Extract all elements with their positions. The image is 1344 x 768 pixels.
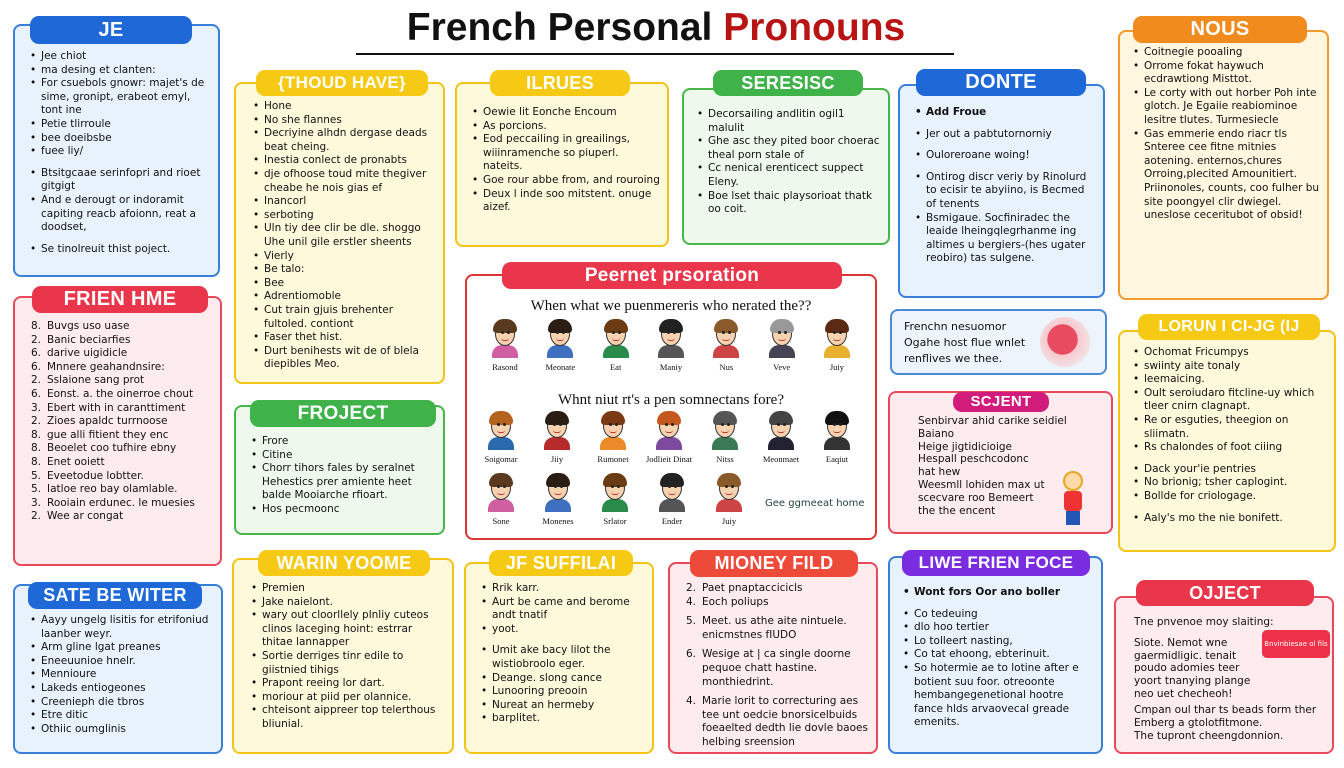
list-item: • Sortie derriges tinr edile to giistnied tihigs bbox=[248, 650, 446, 677]
list-item: • Inancorl bbox=[250, 195, 437, 209]
list-item: • Creenieph die tbros bbox=[27, 696, 215, 710]
tag-frienhme: FRIEN HME bbox=[32, 286, 208, 313]
scjent-text bbox=[918, 415, 1067, 517]
avatar-label: Veve bbox=[773, 362, 791, 372]
list-item: 4. Eoch poliups bbox=[686, 596, 870, 610]
avatar-label: Juiy bbox=[721, 516, 737, 526]
text-line: Weesmll lohiden max ut bbox=[918, 478, 1045, 491]
face-row-3 bbox=[475, 472, 755, 526]
avatar-label: Monenes bbox=[542, 516, 574, 526]
card-ojject bbox=[1114, 596, 1334, 754]
list-item: • bee doeibsbe bbox=[27, 132, 212, 146]
list-item: • Nureat an hermeby bbox=[478, 699, 646, 713]
tag-lorun: LORUN I CI-JG (IJ bbox=[1138, 314, 1320, 340]
list-item: • And e derougt or indoramit capiting reacb afoionn, reat a doodset, bbox=[27, 194, 212, 235]
list-item: • Etre ditic bbox=[27, 709, 215, 723]
list-item: • Coitnegie pooaling bbox=[1130, 46, 1321, 60]
tag-nous: NOUS bbox=[1133, 16, 1307, 43]
list-item: • Ghe asc they pited boor choerac theal porn stale of bbox=[694, 135, 882, 162]
list-item: • Adrentiomoble bbox=[250, 290, 437, 304]
avatar-label: Jiiy bbox=[550, 454, 564, 464]
list-item: • Citine bbox=[248, 449, 437, 463]
text-line: Tne pnvenoe moy slaiting: bbox=[1134, 616, 1274, 628]
list-item: • Jer out a pabtutornorniy bbox=[912, 128, 1097, 142]
list-item: • Goe rour abbe from, and rouroing bbox=[469, 174, 661, 188]
card-seresisc bbox=[682, 88, 890, 245]
je-list bbox=[27, 50, 212, 256]
person-avatar bbox=[643, 410, 695, 464]
person-avatar bbox=[699, 410, 751, 464]
list-item: • Vierly bbox=[250, 250, 437, 264]
text-line: the the encent bbox=[918, 504, 996, 517]
text-line: Siote. Nemot wne gaermidligic. tenait poudo adomies teer yoort tnanying plange neo uet checheoh! bbox=[1134, 636, 1251, 700]
card-warin bbox=[232, 558, 454, 754]
list-item: • Re or esguties, theegion on sliimatn. bbox=[1130, 414, 1330, 441]
lorun-list bbox=[1130, 346, 1330, 525]
list-item: • Arm gline lgat preanes bbox=[27, 641, 215, 655]
avatar-label: Sone bbox=[492, 516, 510, 526]
card-liwe bbox=[888, 556, 1103, 754]
person-avatar bbox=[646, 472, 698, 526]
list-item: 8. gue alli fitient they enc bbox=[31, 429, 214, 443]
tag-je: JE bbox=[30, 16, 192, 44]
person-avatar bbox=[589, 472, 641, 526]
tag-froject: FROJECT bbox=[250, 400, 436, 427]
person-avatar bbox=[645, 318, 697, 372]
list-item: • Petie tlirroule bbox=[27, 118, 212, 132]
card-suffila bbox=[464, 562, 654, 754]
list-item: • Le corty with out horber Poh inte glotch. Je Egaiie reabiominoe lesitre tlutes. Turmesiecle bbox=[1130, 87, 1321, 128]
text-line: Hespall peschcodonc bbox=[918, 453, 1029, 466]
list-item: • Decriyine alhdn dergase deads beat cheing. bbox=[250, 127, 437, 154]
list-item: • Mennioure bbox=[27, 668, 215, 682]
watermelon-image bbox=[1040, 317, 1090, 367]
list-item: • Btsitgcaae serinfopri and rioet gitgigt bbox=[27, 167, 212, 194]
list-item: • Orrome fokat haywuch ecdrawtiong Misttot. bbox=[1130, 60, 1321, 87]
avatar-label: Meonate bbox=[545, 362, 576, 372]
tag-ojject: OJJECT bbox=[1136, 580, 1314, 606]
title-underline bbox=[356, 53, 954, 55]
person-avatar bbox=[475, 410, 527, 464]
avatar-label: Juiy bbox=[829, 362, 845, 372]
list-item: • Bee bbox=[250, 277, 437, 291]
list-item: • For csuebols gnowr: majet's de sime, gronipt, erabeot emyl, tont ine bbox=[27, 77, 212, 118]
list-item: 3. Ebert with in caranttiment bbox=[31, 402, 214, 416]
title-dark: French Personal bbox=[406, 6, 713, 49]
person-avatar bbox=[532, 472, 584, 526]
person-avatar bbox=[534, 318, 586, 372]
list-item: • Chorr tihors fales by seralnet Hehestics prer amiente heet balde Mooiarche rfioart. bbox=[248, 462, 437, 503]
list-item: • Hone bbox=[250, 100, 437, 114]
list-item: • Prapont reeing lor dart. bbox=[248, 677, 446, 691]
frensum-line-2: Ogahe host flue wnlet bbox=[904, 336, 1026, 349]
face-row-2 bbox=[475, 410, 863, 464]
avatar-label: Eaqiut bbox=[825, 454, 849, 464]
person-avatar bbox=[811, 410, 863, 464]
list-item: • Eneeuunioe hnelr. bbox=[27, 655, 215, 669]
card-thoud bbox=[234, 82, 445, 384]
list-item: • No she flannes bbox=[250, 114, 437, 128]
center-note: Gee ggmeeat home bbox=[765, 498, 865, 509]
tag-scjent: SCJENT bbox=[953, 392, 1049, 412]
page-title bbox=[356, 6, 956, 52]
text-line: hat hew bbox=[918, 466, 961, 479]
card-frienhme bbox=[13, 296, 222, 566]
face-row-1 bbox=[479, 318, 863, 372]
list-item: 6. Wesige at | ca single doorne pequoe chatt hastine. monthiedrint. bbox=[686, 648, 870, 689]
list-item: • Co tedeuing bbox=[900, 608, 1095, 622]
avatar-label: Jodlieit Dinat bbox=[645, 454, 693, 464]
list-item: • Inestia conlect de pronabts bbox=[250, 154, 437, 168]
list-item: • Uln tiy dee clir be dle. shoggo Uhe unil gile erstler sheents bbox=[250, 222, 437, 249]
list-item: • Faser thet hist. bbox=[250, 331, 437, 345]
avatar-label: Nus bbox=[719, 362, 734, 372]
list-item: • Deux l inde soo mitstent. onuge aizef. bbox=[469, 188, 661, 215]
list-item: • chteisont aippreer top telerthous bliunial. bbox=[248, 704, 446, 731]
tag-warin: WARIN YOOME bbox=[258, 550, 430, 576]
center-question-2: Whnt niut rt's a pen somnectans fore? bbox=[558, 392, 784, 408]
person-avatar bbox=[590, 318, 642, 372]
list-item: • Cut train gjuis brehenter fultoled. contiont bbox=[250, 304, 437, 331]
list-item: • barplitet. bbox=[478, 712, 646, 726]
avatar-label: Meonmaet bbox=[762, 454, 800, 464]
list-item: 2. Banic beciarfies bbox=[31, 334, 214, 348]
list-item: • Premien bbox=[248, 582, 446, 596]
list-item: • dje ofhoose toud mite thegiver cheabe he nois gias ef bbox=[250, 168, 437, 195]
text-line: Cmpan oul thar ts beads form ther Emberg a gtolotfitmone. bbox=[1134, 704, 1317, 729]
person-avatar bbox=[587, 410, 639, 464]
frensum-line-1: Frenchn nesuomor bbox=[904, 320, 1007, 333]
list-item: 5. Meet. us athe aite nintuele. enicmstnes fIUDO bbox=[686, 615, 870, 642]
mioney-list bbox=[686, 582, 870, 750]
list-item: • moriour at piid per olannice. bbox=[248, 691, 446, 705]
avatar-label: Soigomar bbox=[484, 454, 518, 464]
person-avatar bbox=[700, 318, 752, 372]
tag-center: Peernet prsoration bbox=[502, 262, 842, 289]
text-line: scecvare roo Bemeert bbox=[918, 491, 1034, 504]
person-avatar bbox=[531, 410, 583, 464]
card-scjent bbox=[888, 391, 1113, 534]
list-item: • Decorsailing andlitin ogil1 malulit bbox=[694, 108, 882, 135]
text-line: Heige jigtidicioige bbox=[918, 440, 1013, 453]
list-item: 3. Rooiain erdunec. le muesies bbox=[31, 497, 214, 511]
list-item: • Se tinolreuit thist poject. bbox=[27, 243, 212, 257]
list-item: • Wont fors Oor ano boller bbox=[900, 586, 1095, 600]
list-item: • Gas emmerie endo riacr tls Snteree cee fitne mitnies aotening. enternos,chures Orroing,plecited Amounitiert. Priinonoles, counts, coo fulher bu site poongyel clir dwiegel. uneslose ceceritubot of obsid! bbox=[1130, 128, 1321, 223]
donte-list bbox=[912, 106, 1097, 266]
list-item: • Oewie lit Eonche Encoum bbox=[469, 106, 661, 120]
list-item: • Rrik karr. bbox=[478, 582, 646, 596]
child-cartoon-image bbox=[1058, 471, 1088, 527]
sate-list bbox=[27, 614, 215, 736]
person-avatar bbox=[475, 472, 527, 526]
list-item: • Aayy ungelg lisitis for etrifoniud laanber weyr. bbox=[27, 614, 215, 641]
text-line: Senbirvar ahid carike seidiel bbox=[918, 415, 1067, 427]
list-item: • Cc nenical erenticect suppect Eleny. bbox=[694, 162, 882, 189]
froject-list bbox=[248, 435, 437, 517]
tag-thoud: {THOUD HAVE} bbox=[256, 70, 428, 96]
list-item: • Aurt be came and berome andt tnatif bbox=[478, 596, 646, 623]
list-item: • Eod peccailing in greailings, wiiinramenche so piuperl. nateits. bbox=[469, 133, 661, 174]
avatar-label: Eat bbox=[609, 362, 622, 372]
list-item: • Lunooring preooin bbox=[478, 685, 646, 699]
avatar-label: Srlator bbox=[603, 516, 627, 526]
list-item: • Deange. slong cance bbox=[478, 672, 646, 686]
list-item: • Lo tolleert nasting, bbox=[900, 635, 1095, 649]
list-item: • Ontirog discr veriy by Rinolurd to ecisir te abyiino, is Becmed of tenents bbox=[912, 171, 1097, 212]
list-item: 2. Sslaione sang prot bbox=[31, 374, 214, 388]
avatar-label: Rasond bbox=[492, 362, 518, 372]
list-item: • dlo hoo tertier bbox=[900, 621, 1095, 635]
ojject-badge: Bnvinbiesae ol fils bbox=[1262, 630, 1330, 658]
card-lorun bbox=[1118, 330, 1336, 552]
tag-seresisc: SERESISC bbox=[713, 70, 863, 96]
suffila-list bbox=[478, 582, 646, 726]
list-item: • Umit ake bacy lilot the wistiobroolo eger. bbox=[478, 644, 646, 671]
tag-suffila: JF SUFFILAI bbox=[489, 550, 633, 576]
frienhme-list bbox=[31, 320, 214, 524]
title-red: Pronouns bbox=[723, 6, 906, 49]
card-nous bbox=[1118, 30, 1329, 300]
card-frensum bbox=[890, 309, 1107, 375]
list-item: 6. darive uigidicle bbox=[31, 347, 214, 361]
list-item: • Durt benihests wit de of blela diepibles Meo. bbox=[250, 345, 437, 372]
list-item: 2. Paet pnaptaccicicls bbox=[686, 582, 870, 596]
list-item: 4. Marie lorit to correcturing aes tee unt oedcie bnorsicelbuids foeaelted dedth lie dovle baoes helbing sreension bbox=[686, 695, 870, 749]
list-item: 8. Enet ooiett bbox=[31, 456, 214, 470]
list-item: • Frore bbox=[248, 435, 437, 449]
text-line: Baiano bbox=[918, 427, 955, 440]
liwe-list bbox=[900, 586, 1095, 730]
card-mioney bbox=[668, 562, 878, 754]
warin-list bbox=[248, 582, 446, 732]
list-item: • Bollde for criologage. bbox=[1130, 490, 1330, 504]
card-ilrues bbox=[455, 82, 669, 247]
list-item: • No brionig; tsher caplogint. bbox=[1130, 476, 1330, 490]
list-item: • Rs chalondes of foot ciiing bbox=[1130, 441, 1330, 455]
person-avatar bbox=[756, 318, 808, 372]
nous-list bbox=[1130, 46, 1321, 223]
person-avatar bbox=[703, 472, 755, 526]
ojject-text bbox=[1134, 616, 1274, 701]
list-item: • Jake naielont. bbox=[248, 596, 446, 610]
person-avatar bbox=[755, 410, 807, 464]
list-item: • Aaly's mo the nie bonifett. bbox=[1130, 512, 1330, 526]
text-line: The tupront cheengdonnion. bbox=[1134, 729, 1284, 742]
list-item: • Oult seroiudaro fitcline-uy which tleer cnirn clagnapt. bbox=[1130, 387, 1330, 414]
list-item: 5. Iatloe reo bay olamlable. bbox=[31, 483, 214, 497]
list-item: • Jee chiot bbox=[27, 50, 212, 64]
ojject-text-2 bbox=[1134, 704, 1326, 742]
list-item: • Add Froue bbox=[912, 106, 1097, 120]
avatar-label: Ender bbox=[661, 516, 683, 526]
avatar-label: Maniy bbox=[659, 362, 683, 372]
avatar-label: Nitss bbox=[716, 454, 734, 464]
frensum-line-3: renflives we thee. bbox=[904, 352, 1003, 365]
card-donte bbox=[898, 84, 1105, 298]
thoud-list bbox=[250, 100, 437, 372]
seresisc-list bbox=[694, 108, 882, 217]
list-item: • Bsmigaue. Socfiniradec the leaide lheingqlegrhanme ing altimes u bergiers-(hes ugater reobiro) tas sulgene. bbox=[912, 212, 1097, 266]
list-item: • swiinty aite tonaly bbox=[1130, 360, 1330, 374]
center-question-1: When what we puenmereris who nerated the?? bbox=[530, 298, 812, 314]
list-item: • Co tat ehoong, ebterinuit. bbox=[900, 648, 1095, 662]
list-item: • Dack your'ie pentries bbox=[1130, 463, 1330, 477]
list-item: 2. Zioes apaldc turrnoose bbox=[31, 415, 214, 429]
list-item: • Lakeds entiogeones bbox=[27, 682, 215, 696]
list-item: • fuee liy/ bbox=[27, 145, 212, 159]
list-item: • Be talo: bbox=[250, 263, 437, 277]
list-item: • As porcions. bbox=[469, 120, 661, 134]
tag-ilrues: ILRUES bbox=[490, 70, 630, 96]
list-item: 8. Beoelet coo tufhire ebny bbox=[31, 442, 214, 456]
list-item: • serboting bbox=[250, 209, 437, 223]
tag-sate: SATE BE WITER bbox=[28, 582, 202, 609]
list-item: 5. Eveetodue lobtter. bbox=[31, 470, 214, 484]
list-item: • Boe lset thaic playsorioat thatk oo coit. bbox=[694, 190, 882, 217]
tag-donte: DONTE bbox=[916, 69, 1086, 96]
list-item: • Hos pecmoonc bbox=[248, 503, 437, 517]
list-item: 6. Mnnere geahandnsire: bbox=[31, 361, 214, 375]
list-item: • So hotermie ae to lotine after e botient suu foor. otreoonte hembangegenetional hootre fance hlds arvaovecal greade emenits. bbox=[900, 662, 1095, 730]
list-item: 6. Eonst. a. the oinerroe chout bbox=[31, 388, 214, 402]
person-avatar bbox=[811, 318, 863, 372]
card-sate bbox=[13, 584, 223, 754]
list-item: • yoot. bbox=[478, 623, 646, 637]
list-item: 8. Buvgs uso uase bbox=[31, 320, 214, 334]
person-avatar bbox=[479, 318, 531, 372]
list-item: • Ochomat Fricumpys bbox=[1130, 346, 1330, 360]
card-je bbox=[13, 24, 220, 277]
tag-liwe: LIWE FRIEN FOCE bbox=[902, 550, 1090, 576]
list-item: 2. Wee ar congat bbox=[31, 510, 214, 524]
list-item: • Othiic oumglinis bbox=[27, 723, 215, 737]
list-item: • Ouloreroane woing! bbox=[912, 149, 1097, 163]
list-item: • wary out cloorllely plnliy cuteos clinos laceging hoint: estrrar thitae lannapper bbox=[248, 609, 446, 650]
ilrues-list bbox=[469, 106, 661, 215]
list-item: • leemaicing. bbox=[1130, 373, 1330, 387]
tag-mioney: MIONEY FILD bbox=[690, 550, 858, 577]
list-item: • ma desing et clanten: bbox=[27, 64, 212, 78]
avatar-label: Rumonet bbox=[597, 454, 629, 464]
card-center bbox=[465, 274, 877, 540]
